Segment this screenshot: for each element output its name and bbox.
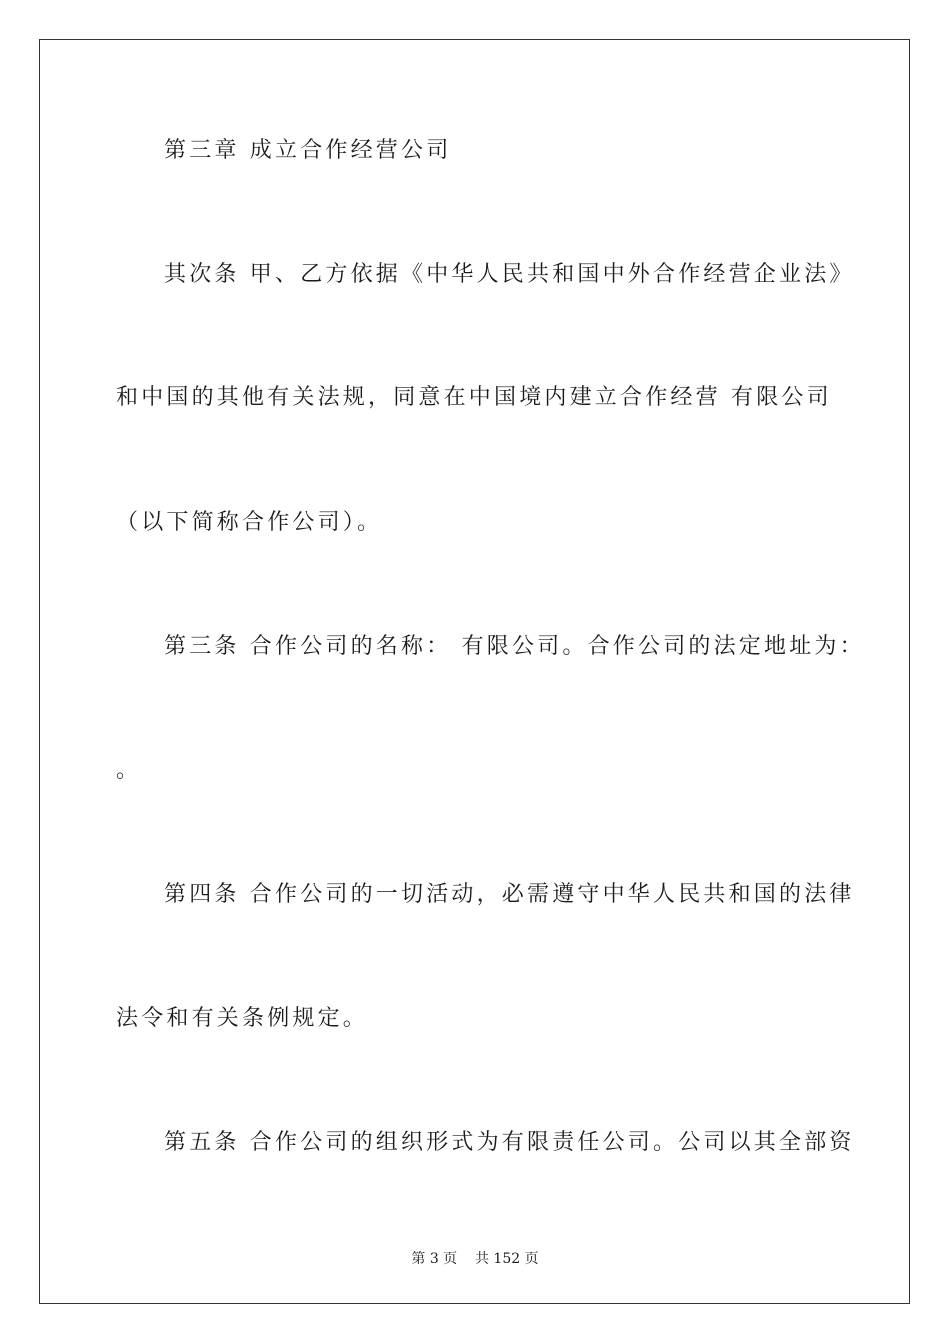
paragraph-line: 第四条 合作公司的一切活动，必需遵守中华人民共和国的法律 (164, 882, 855, 907)
paragraph-line: （以下简称合作公司）。 (116, 510, 383, 535)
paragraph-line: 法令和有关条例规定。 (116, 1006, 369, 1031)
paragraph-line: 第三条 合作公司的名称： 有限公司。合作公司的法定地址为： (164, 634, 865, 659)
paragraph-line: 其次条 甲、乙方依据《中华人民共和国中外合作经营企业法》 (164, 262, 855, 287)
paragraph-line: 第五条 合作公司的组织形式为有限责任公司。公司以其全部资 (164, 1130, 855, 1155)
chapter-heading: 第三章 成立合作经营公司 (164, 138, 452, 163)
paragraph-line: 和中国的其他有关法规，同意在中国境内建立合作经营 有限公司 (116, 385, 832, 410)
page-border (39, 39, 910, 1304)
page-number-footer: 第 3 页 共 152 页 (411, 1251, 539, 1267)
paragraph-line: 。 (116, 758, 142, 783)
